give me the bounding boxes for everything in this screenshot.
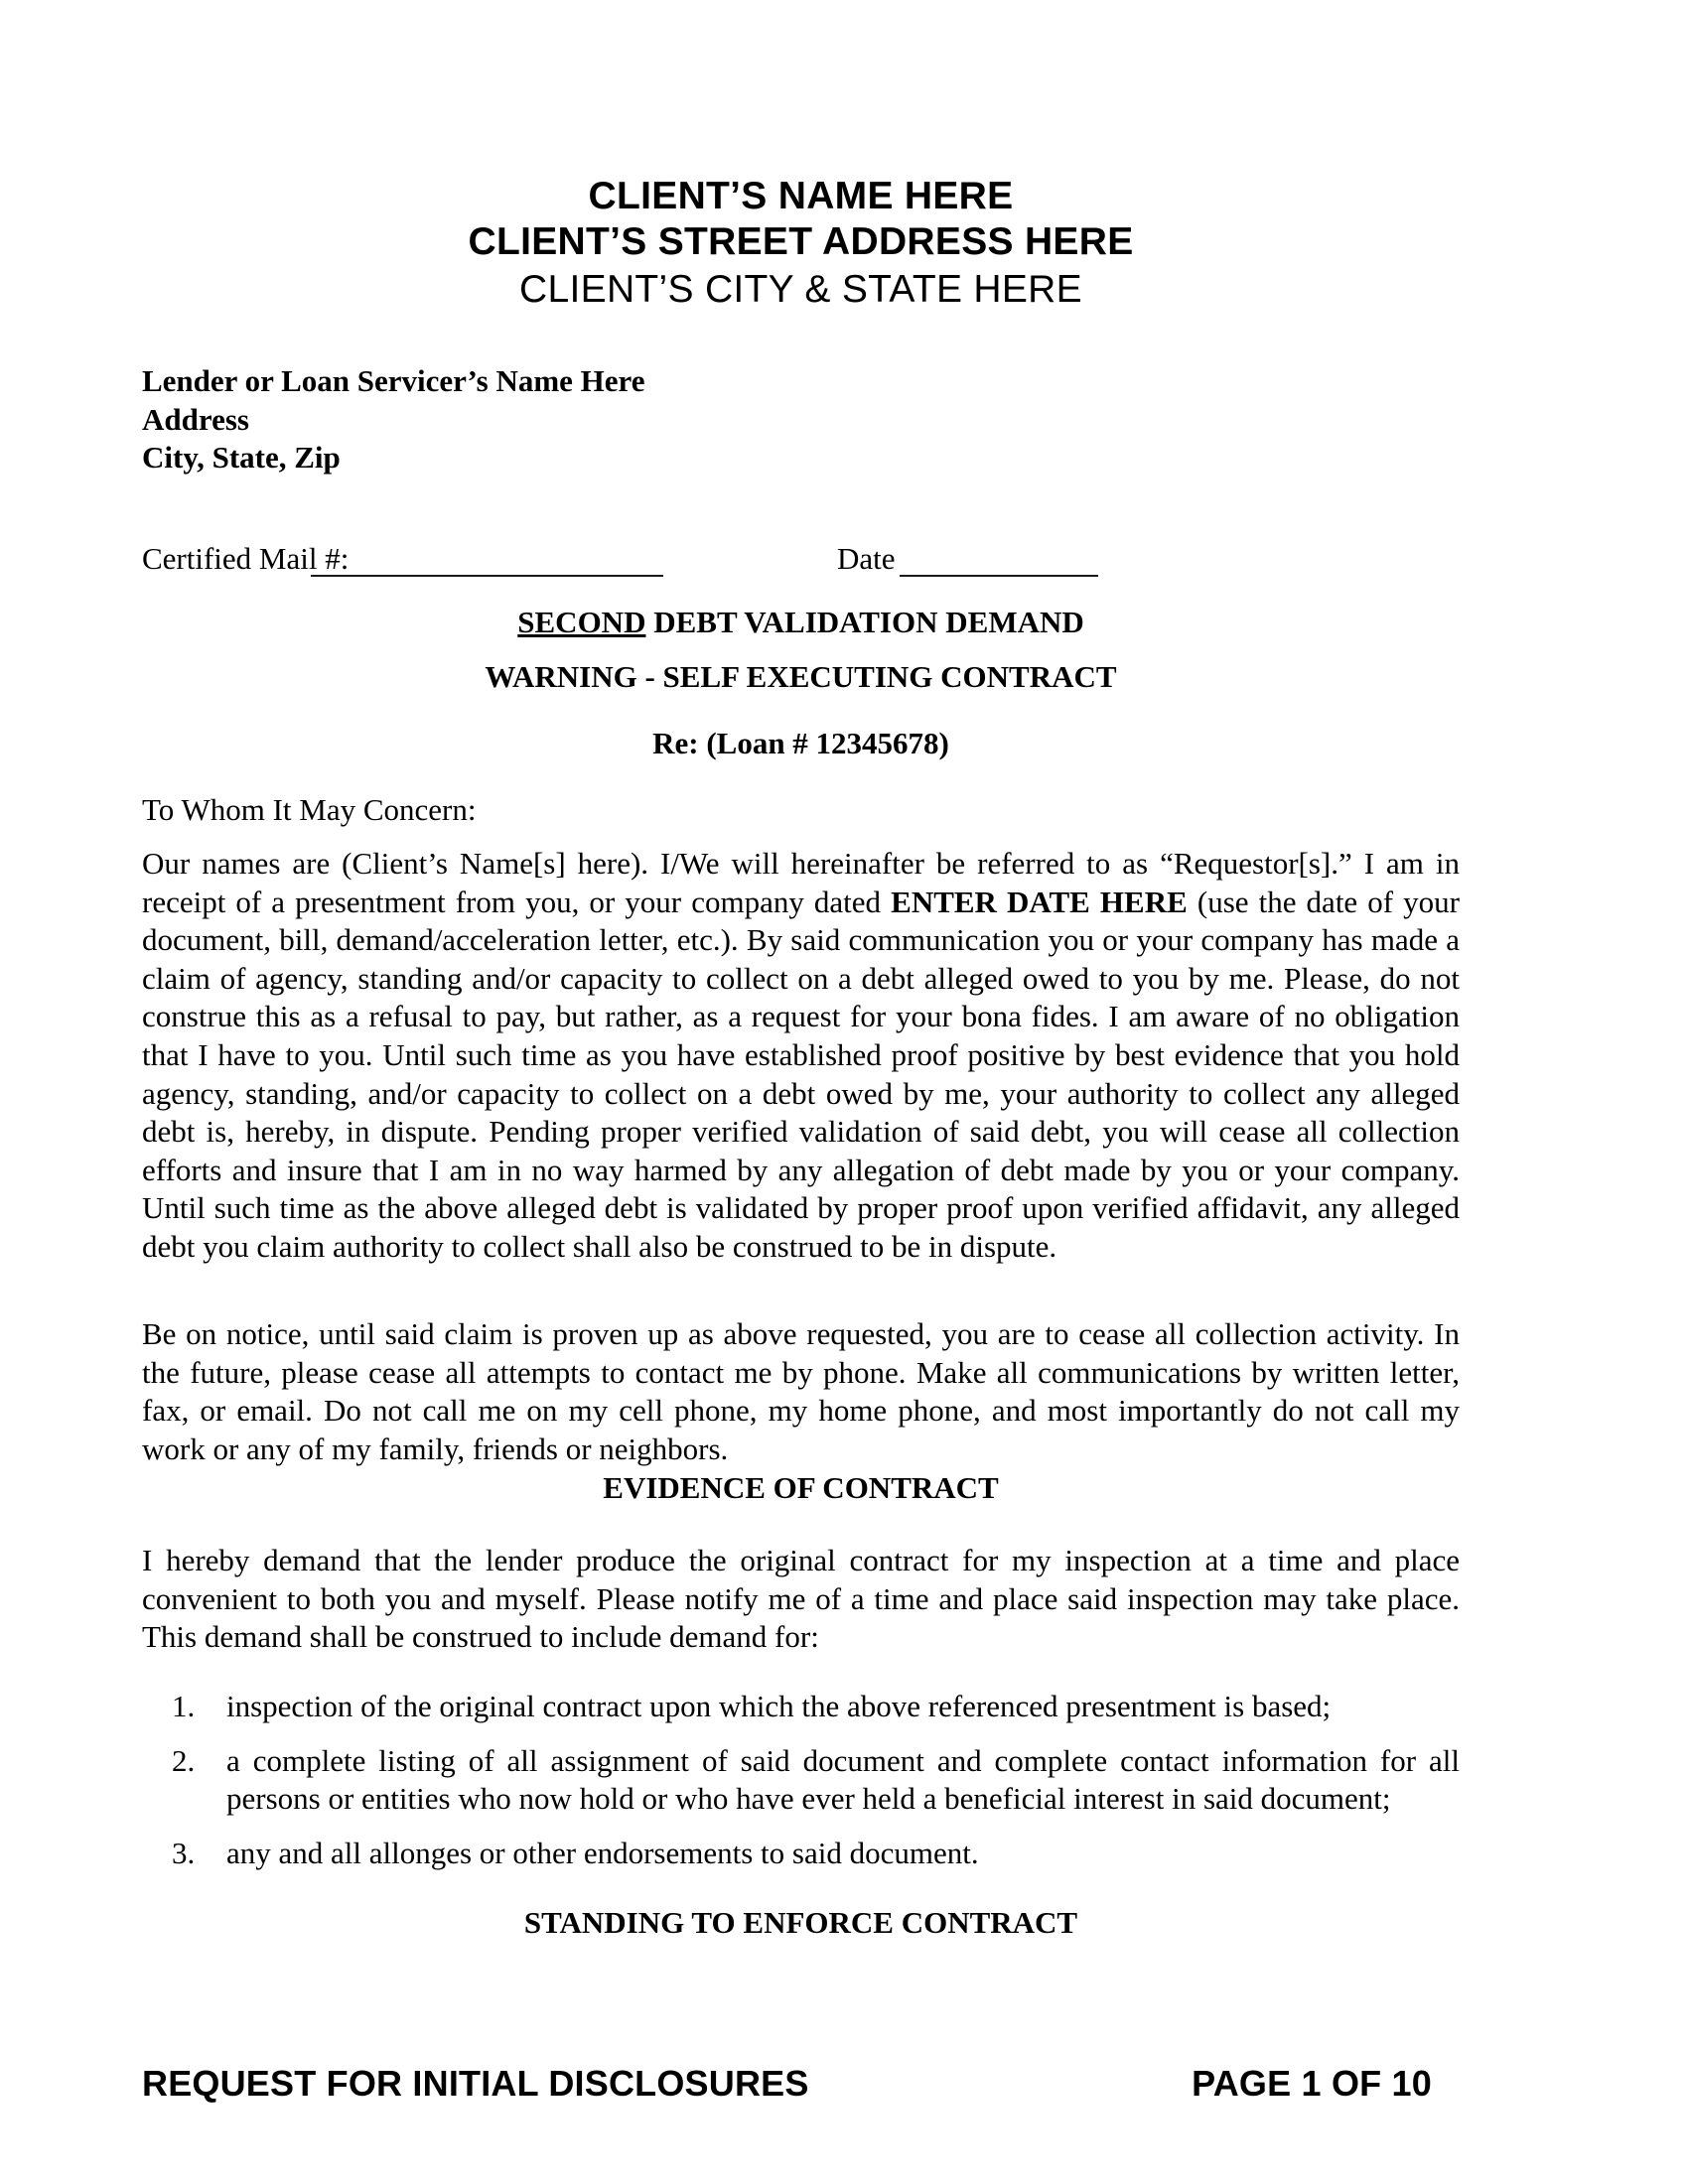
list-item-text: a complete listing of all assignment of said document and complete contact information for all persons or entities who now hold or who have ever held a beneficial interest in said document;: [226, 1742, 1460, 1817]
list-item-number: 1.: [172, 1689, 196, 1723]
list-item-text: inspection of the original contract upon which the above referenced presentment is based;: [226, 1689, 1332, 1723]
demand-list: [142, 1688, 1460, 1872]
letterhead: [142, 174, 1460, 315]
letterhead-client-city-state: CLIENT’S CITY & STATE HERE: [519, 268, 1082, 311]
warning-heading: WARNING - SELF EXECUTING CONTRACT: [485, 659, 1117, 694]
salutation: To Whom It May Concern:: [142, 792, 477, 827]
letterhead-client-street: CLIENT’S STREET ADDRESS HERE: [468, 220, 1134, 263]
certified-mail-label: Certified Mail #:: [142, 541, 350, 576]
list-item: [142, 1835, 1460, 1873]
re-loan-line: Re: (Loan # 12345678): [652, 726, 949, 760]
footer-page-number: PAGE 1 OF 10: [1192, 2063, 1432, 2104]
para1-segment-2: (use the date of your document, bill, demand/acceleration letter, etc.). By said communication you or your company has made a claim of agency, standing and/or capacity to collect on a debt alleged owed to you by me. Please, do not construe this as a refusal to pay, but rather, as a request for your bona fides. I am aware of no obligation that I have to you. Until such time as you have established proof positive by best evidence that you hold agency, standing, and/or capacity to collect on a debt owed by me, your authority to collect any alleged debt is, hereby, in dispute. Pending proper verified validation of said debt, you will cease all collection efforts and insure that I am in no way harmed by any allegation of debt made by you or your company. Until such time as the above alleged debt is validated by proper proof upon verified affidavit, any alleged debt you claim authority to collect shall also be construed to be in dispute.: [142, 884, 1460, 1264]
certified-mail-blank-field[interactable]: [311, 575, 663, 577]
footer-document-title: REQUEST FOR INITIAL DISCLOSURES: [142, 2063, 809, 2104]
body-paragraph-2: Be on notice, until said claim is proven up as above requested, you are to cease all collection activity. In the future, please cease all attempts to contact me by phone. Make all communications by written letter, fax, or email. Do not call me on my cell phone, my home phone, and most importantly do not call my work or any of my family, friends or neighbors.: [142, 1316, 1460, 1466]
date-label: Date: [837, 541, 896, 576]
list-item: [142, 1688, 1460, 1726]
evidence-of-contract-heading: EVIDENCE OF CONTRACT: [603, 1470, 999, 1505]
letterhead-client-name: CLIENT’S NAME HERE: [588, 175, 1014, 217]
list-item: [142, 1742, 1460, 1819]
recipient-city-state-zip: City, State, Zip: [142, 440, 341, 475]
para1-enter-date-here: ENTER DATE HERE: [891, 884, 1188, 919]
recipient-name: Lender or Loan Servicer’s Name Here: [142, 363, 645, 398]
certified-mail-date-row: [142, 539, 1460, 585]
list-item-number: 2.: [172, 1742, 196, 1778]
body-paragraph-1: [142, 845, 1460, 1267]
recipient-address-block: [142, 362, 645, 478]
date-blank-field[interactable]: [900, 575, 1098, 577]
document-title-rest: DEBT VALIDATION DEMAND: [645, 605, 1084, 639]
document-title: [142, 604, 1460, 641]
body-paragraph-3: I hereby demand that the lender produce the original contract for my inspection at a time and place convenient to both you and myself. Please notify me of a time and place said inspection may take place. This demand shall be construed to include demand for:: [142, 1543, 1460, 1655]
document-title-underlined-word: SECOND: [517, 605, 646, 639]
list-item-number: 3.: [172, 1835, 196, 1870]
recipient-address: Address: [142, 401, 249, 437]
para1-segment-1: Our names are (Client’s Name[s] here). I/We will hereinafter be referred to as “Requestor[s].” I am in receipt of a presentment from you, or your company dated: [142, 846, 1460, 919]
page-footer: [142, 2063, 1460, 2109]
standing-to-enforce-heading: STANDING TO ENFORCE CONTRACT: [523, 1905, 1078, 1940]
list-item-text: any and all allonges or other endorsements to said document.: [226, 1835, 979, 1870]
